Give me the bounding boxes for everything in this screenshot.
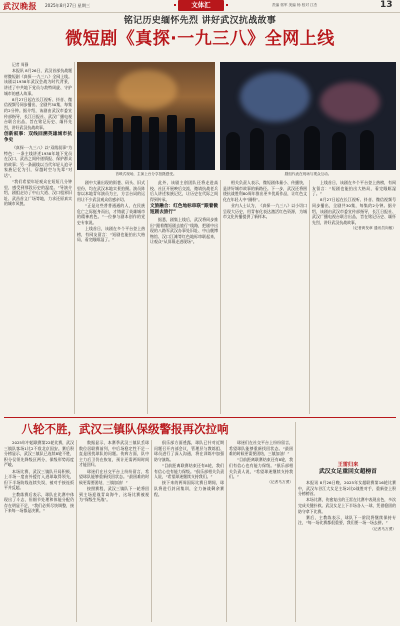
second-column-3: [154, 440, 224, 622]
lead-title: 微短剧《真探·一九三八》全网上线: [65, 29, 335, 49]
audience-silhouette: [250, 128, 264, 170]
right-box-headline: [296, 462, 400, 477]
right-box-credit: （记者马万勇）: [370, 526, 396, 531]
performer-silhouette: [95, 114, 105, 170]
lead-kicker: 铭记历史缅怀先烈 讲好武汉抗战故事: [123, 16, 277, 26]
performer-silhouette: [113, 118, 123, 170]
second-paragraph: 主教练赛后表示，球队在比赛中体现出了斗志，但细节处理和体能分配仍存在明显不足，“我们必须尽快调整，接下来每一场都是决赛。”: [4, 491, 74, 514]
section-divider: [4, 417, 396, 418]
lead-photo-stage: [77, 62, 215, 170]
lead-paragraph: 本报讯 8月26日，武汉首部抗战题材微短剧《真探·一九三八》全网上线。该剧以1938年武汉会战为时代背景，讲述了中共地下党员与敌特周旋、守护城市的感人故事。: [4, 68, 72, 96]
second-paragraph: 接下来的两周国际比赛日期间，球队将进行封闭集训，全力备战剩余赛程。: [154, 480, 224, 497]
lead-paragraph: 《真探·一九三八》以“双线叙事”为特色：一条主线讲述1938年地下党员在汉口、武昌之间传递情报、保护群众的故事；另一条副线以当代年轻人追寻家族记忆为引，穿越时空与先辈“对话”。: [4, 144, 72, 178]
second-credit: （记者马万勇）: [267, 480, 293, 485]
photo-caption-left: 首映式现场，主演上台分享拍摄感受。: [115, 172, 177, 176]
right-box-kicker: 王雷归来: [337, 462, 359, 468]
lead-subhead: 创新叙事：双线回溯英雄城市抗争史: [4, 132, 72, 144]
performer-silhouette: [149, 117, 159, 170]
second-paragraph: 本场比赛，武汉三镇队开局积极，上半场一度由外援打入进球取得领先，但下半场防线连续失误，被对手接连扳平并反超。: [4, 468, 74, 491]
audience-silhouette: [332, 132, 346, 170]
second-paragraph: 数据显示，本赛季武汉三镇队丢球数位居联赛前列，中后场稳定性不足一直是困扰球队的问题。伤病方面，队中主力后卫仍在恢复，预计还需两周时间才能回归。: [79, 440, 149, 468]
right-box-paragraph: 赛后，主教练表示，球队下一阶段将继续保持专注，“每一场比赛都很重要，我们要一场一场去拼。”: [298, 514, 396, 526]
lead-paragraph: 相关负责人表示，微短剧体量小、传播快，是讲好城市故事的新路径。下一步，武汉还将围绕抗战胜利80周年推出更多优质作品，让红色文化在年轻人中“圈粉”。: [223, 180, 307, 202]
second-paragraph: 按照赛程，武汉三镇队下一轮将回到主场迎战青岛海牛，这场比赛被视为“保级生死战”。: [79, 485, 149, 503]
issue-date: 2025年8月27日 星期三: [45, 3, 91, 8]
stage-light: [320, 82, 380, 122]
second-paragraph: “目前距离联赛结束还有8轮，我们有信心也有能力保级。”俱乐部相关负责人说，“希望球迷继续支持我们。”: [154, 462, 224, 480]
audience-silhouette: [360, 130, 374, 170]
lead-column-1: [4, 62, 72, 414]
lead-paragraph: 8月27日起在长江视听、抖音、微信视频号同步播出，全剧共30集，每集约2分钟。据介绍，该剧由武汉市委宣传部指导，长江日报社、武汉广播电视台联合出品，旨在铭记历史、缅怀先烈，讲好武汉抗战故事。: [312, 197, 396, 225]
lead-column-3: [150, 180, 218, 414]
lead-column-4: [223, 180, 307, 414]
lead-credit: （记者黄发章 通讯员向敏）: [350, 225, 396, 230]
lead-subhead: 文旅融合：红色地标串联“跟着微短剧去旅行”: [150, 204, 218, 216]
lead-paragraph: 8月27日起在长江视听、抖音、微信视频号同步播出，全剧共30集，每集约2分钟。据介绍，该剧由武汉市委宣传部指导，长江日报社、武汉广播电视台联合出品，旨在铭记历史、缅怀先烈，讲好武汉抗战故事。: [4, 96, 72, 130]
lead-paragraph: 业内人士认为，《真探·一九三八》以小切口呈现大历史，用青春化表达激活红色资源，为城市文化传播提供了新样本。: [223, 202, 307, 220]
lead-paragraph: “正是这些普普通通的人，在民族危亡之际挺身而出，才铸就了英雄城市的精神底色。”一位参与剧本创作的党史专家说。: [77, 202, 145, 225]
editor-credits: 责编 郭军 美编 杨 校对 江杰: [272, 3, 318, 7]
second-column-2: [79, 440, 149, 622]
lead-paragraph: 据悉，剧集上线后，武汉将同步推出“跟着微短剧去旅行”线路，把剧中出现的八路军武汉办事处旧址、中山舰博物馆、汉口江滩等红色地标串联起来，让观众“从屏幕走进现场”。: [150, 216, 218, 245]
page-number: 13: [380, 0, 393, 10]
audience-silhouette: [226, 132, 240, 170]
second-paragraph: “目前距离联赛结束还有8轮，我们有信心也有能力保级。”俱乐部相关负责人说，“希望球迷继续支持我们。”: [229, 457, 293, 480]
lead-paragraph: 此外，该剧主创团队还将走进高校、社区开展映后交流，邀请抗战老兵后人讲述家族记忆，让历史在代际之间得到传承。: [150, 180, 218, 202]
audience-silhouette: [276, 134, 290, 170]
second-paragraph: 俱乐部方面透露，球队已针对近期问题召开内部会议，管理层与教练组、球员进行了深入沟通，将在训练中加强防守演练。: [154, 440, 224, 462]
lead-headline-area: [0, 16, 400, 49]
right-box-body: [298, 480, 396, 622]
second-paragraph: 球迷们在社交平台上纷纷留言，希望球队能够重新找回状态。“最困难的时候更需要团结，三镇加油！”: [79, 468, 149, 485]
lead-paragraph: 上线首日，该剧在多个平台登上热榜，有网友留言：“短剧也能拍出大格局，看完眼眶湿了。”: [77, 225, 145, 243]
audience-silhouette: [304, 126, 320, 170]
second-column-1: [4, 440, 74, 622]
second-paragraph: 2025年中超联赛第22轮比赛，武汉三镇队客场1比2不敌北京国安。赛后积分榜显示，武汉三镇队已连续8轮不胜，积分仅领先降级区两分，保级形势再度严峻。: [4, 440, 74, 468]
lead-column-5: [312, 180, 396, 414]
second-paragraph: 球迷们在社交平台上纷纷留言，希望球队能够重新找回状态。“最困难的时候更需要团结，三镇加油！”: [229, 440, 293, 457]
performer-silhouette: [185, 118, 195, 170]
lead-paragraph: 剧中大量出现的街巷、码头、旧式里份，均在武汉本地实景拍摄。演员阵容以本地青年演员为主，方言台词的运用让不少武汉观众倍感亲切。: [77, 180, 145, 202]
performer-silhouette: [131, 116, 142, 170]
right-box-title: 武汉女足重回女超榜首: [319, 469, 377, 475]
lead-paragraph: 上线首日，该剧在多个平台登上热榜，有网友留言：“短剧也能拍出大格局，看完眼眶湿了。”: [312, 180, 396, 197]
performer-silhouette: [167, 115, 177, 170]
newspaper-brand: 武汉晚报: [3, 1, 37, 11]
photo-caption-right: 剧组代表在现场与观众互动。: [284, 172, 332, 176]
second-story-title: 八轮不胜，武汉三镇队保级警报再次拉响: [21, 422, 229, 436]
stage-light: [117, 70, 177, 110]
section-label: 文体汇: [178, 0, 224, 11]
lead-column-2: [77, 180, 145, 414]
lead-photo-audience: [220, 62, 396, 170]
right-box-paragraph: 本报讯 8月26日晚，2025年女超联赛第16轮比赛中，武汉车谷江大女足主场2比0战胜对手，重新登上积分榜榜首。: [298, 480, 396, 497]
lead-paragraph: “我们希望年轻观众在短短几分钟里，感受到那段历史的温度。”导演介绍，剧组走访了中山大道、汉口租界旧址、武昌首义广场等地，力求还原真实的城市风貌。: [4, 179, 72, 207]
stage-light: [240, 72, 310, 122]
masthead: [0, 0, 400, 13]
lead-byline: 记者 周静: [12, 62, 29, 67]
second-column-4: [229, 440, 293, 622]
right-box-paragraph: 本场比赛，伤愈复出的王雷在比赛中表现出色，多次完成关键扑救。武汉女足上下半场各入一球，凭借稳固的防守拿下比赛。: [298, 497, 396, 514]
